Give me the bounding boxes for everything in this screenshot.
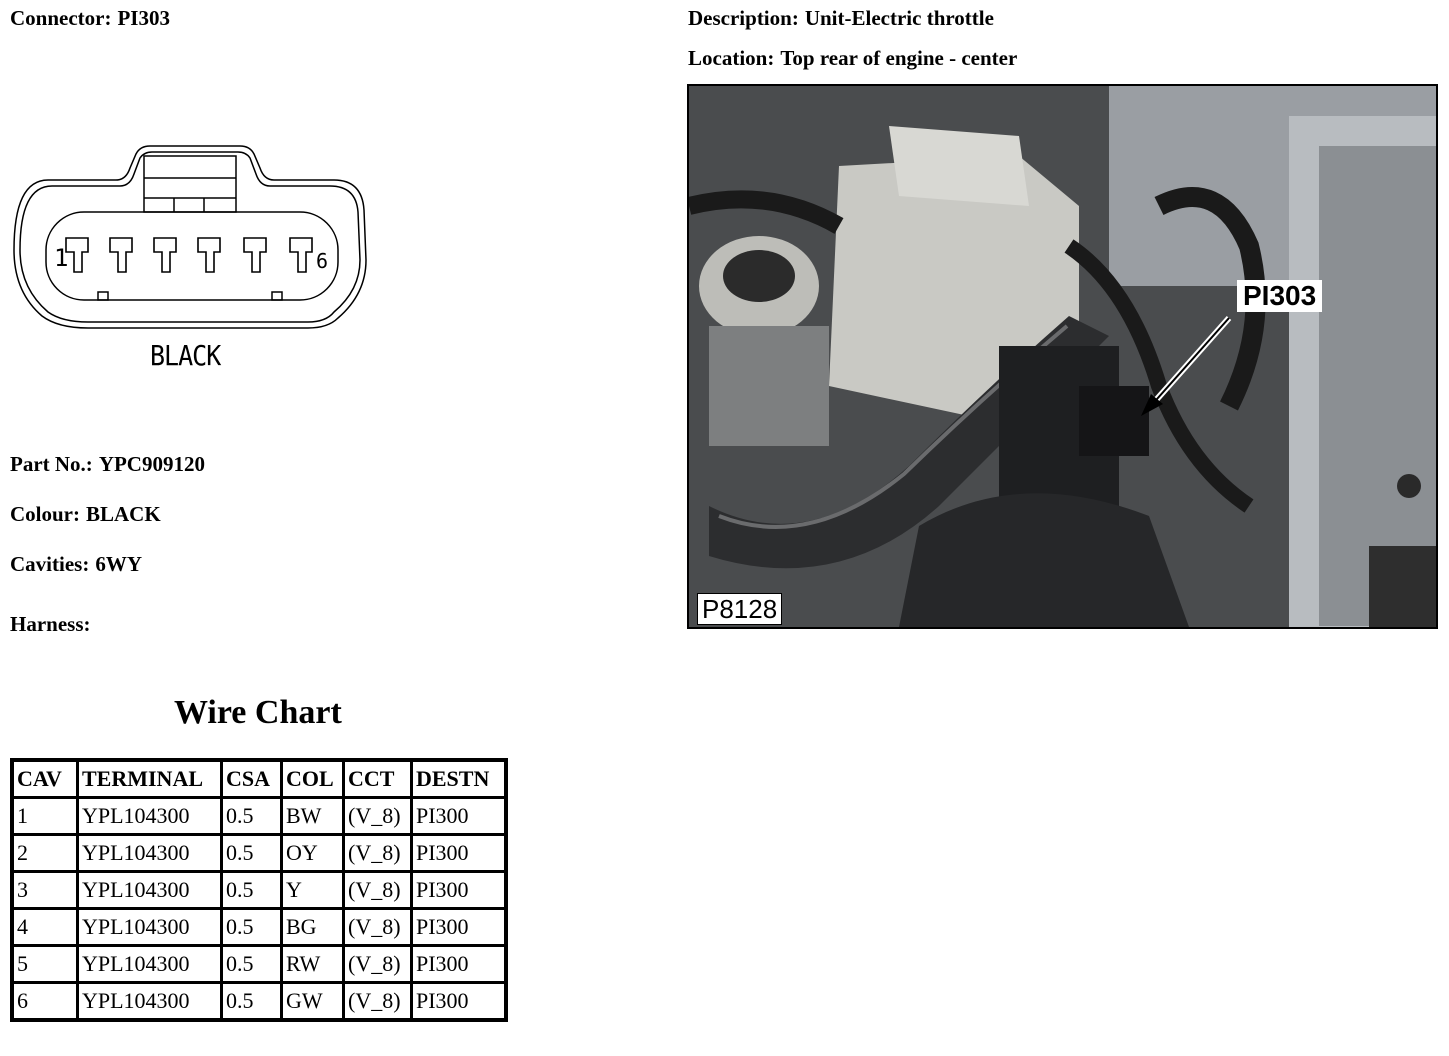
cell-destn: PI300 bbox=[412, 872, 507, 909]
cell-col: BG bbox=[282, 909, 344, 946]
description-value: Unit-Electric throttle bbox=[804, 6, 994, 30]
cell-col: RW bbox=[282, 946, 344, 983]
header-col: COL bbox=[282, 760, 344, 798]
wire-chart-title: Wire Chart bbox=[174, 694, 342, 731]
wire-chart-table bbox=[10, 758, 508, 1022]
harness-label bbox=[10, 612, 97, 636]
cell-terminal: YPL104300 bbox=[78, 946, 222, 983]
cell-csa: 0.5 bbox=[222, 835, 282, 872]
pin-6-label: 6 bbox=[316, 249, 329, 273]
cell-terminal: YPL104300 bbox=[78, 835, 222, 872]
cell-cav: 1 bbox=[12, 798, 78, 835]
cell-col: Y bbox=[282, 872, 344, 909]
cell-col: OY bbox=[282, 835, 344, 872]
header-cav: CAV bbox=[12, 760, 78, 798]
header-destn: DESTN bbox=[412, 760, 507, 798]
table-row bbox=[12, 983, 506, 1021]
table-row bbox=[12, 835, 506, 872]
description-label bbox=[688, 6, 994, 30]
cell-cct: (V_8) bbox=[344, 909, 412, 946]
cell-terminal: YPL104300 bbox=[78, 872, 222, 909]
header-terminal: TERMINAL bbox=[78, 760, 222, 798]
description-key: Description: bbox=[688, 6, 799, 30]
part-number-key: Part No.: bbox=[10, 452, 93, 476]
part-number-label bbox=[10, 452, 205, 476]
cell-cav: 6 bbox=[12, 983, 78, 1021]
table-row bbox=[12, 946, 506, 983]
engine-photo bbox=[687, 84, 1438, 629]
cell-cav: 2 bbox=[12, 835, 78, 872]
cell-csa: 0.5 bbox=[222, 983, 282, 1021]
cell-terminal: YPL104300 bbox=[78, 798, 222, 835]
cell-destn: PI300 bbox=[412, 798, 507, 835]
cavities-value: 6WY bbox=[95, 552, 142, 576]
location-key: Location: bbox=[688, 46, 775, 70]
part-number-value: YPC909120 bbox=[98, 452, 205, 476]
cell-cct: (V_8) bbox=[344, 835, 412, 872]
table-row bbox=[12, 909, 506, 946]
cavities-label bbox=[10, 552, 142, 576]
cell-terminal: YPL104300 bbox=[78, 909, 222, 946]
cell-terminal: YPL104300 bbox=[78, 983, 222, 1021]
colour-key: Colour: bbox=[10, 502, 80, 526]
cell-destn: PI300 bbox=[412, 983, 507, 1021]
cell-cav: 4 bbox=[12, 909, 78, 946]
table-row bbox=[12, 798, 506, 835]
connector-colour-caption: BLACK bbox=[150, 339, 221, 372]
harness-key: Harness: bbox=[10, 612, 91, 636]
connector-label bbox=[10, 6, 170, 30]
pin-1-label: 1 bbox=[54, 244, 69, 272]
location-value: Top rear of engine - center bbox=[780, 46, 1018, 70]
photo-callout: PI303 bbox=[1237, 280, 1322, 312]
cell-cct: (V_8) bbox=[344, 872, 412, 909]
cell-cav: 5 bbox=[12, 946, 78, 983]
cell-csa: 0.5 bbox=[222, 798, 282, 835]
cell-cct: (V_8) bbox=[344, 798, 412, 835]
table-row bbox=[12, 872, 506, 909]
cell-destn: PI300 bbox=[412, 835, 507, 872]
cell-cct: (V_8) bbox=[344, 946, 412, 983]
connector-diagram bbox=[8, 140, 372, 336]
cell-destn: PI300 bbox=[412, 946, 507, 983]
location-label bbox=[688, 46, 1017, 70]
table-header-row bbox=[12, 760, 506, 798]
cell-csa: 0.5 bbox=[222, 946, 282, 983]
cell-col: GW bbox=[282, 983, 344, 1021]
cell-cct: (V_8) bbox=[344, 983, 412, 1021]
cell-col: BW bbox=[282, 798, 344, 835]
cell-csa: 0.5 bbox=[222, 909, 282, 946]
cavities-key: Cavities: bbox=[10, 552, 90, 576]
colour-label bbox=[10, 502, 161, 526]
colour-value: BLACK bbox=[86, 502, 161, 526]
cell-destn: PI300 bbox=[412, 909, 507, 946]
connector-key: Connector: bbox=[10, 6, 112, 30]
cell-cav: 3 bbox=[12, 872, 78, 909]
cell-csa: 0.5 bbox=[222, 872, 282, 909]
connector-value: PI303 bbox=[117, 6, 170, 30]
header-cct: CCT bbox=[344, 760, 412, 798]
photo-id-label: P8128 bbox=[697, 593, 782, 625]
header-csa: CSA bbox=[222, 760, 282, 798]
